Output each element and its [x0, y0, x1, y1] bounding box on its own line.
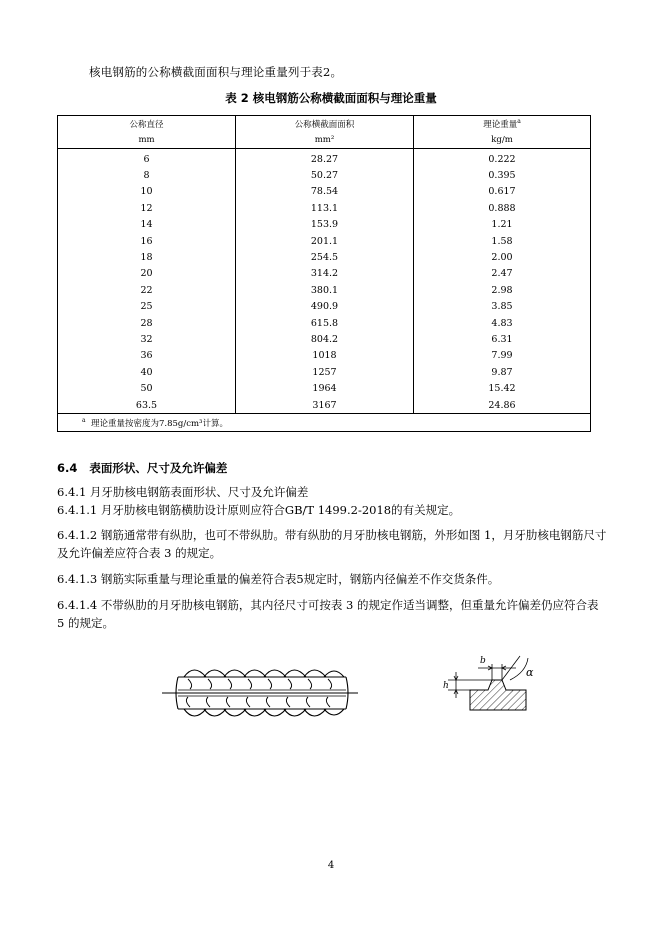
cell-diameter: 18 — [140, 252, 153, 264]
cell-diameter: 22 — [140, 284, 153, 296]
section-title: 表面形状、尺寸及允许偏差 — [89, 461, 228, 475]
section-heading — [57, 460, 227, 476]
table-row — [58, 266, 591, 282]
cell-area: 78.54 — [236, 184, 414, 200]
table-row — [58, 184, 591, 200]
cell-weight: 0.222 — [414, 149, 591, 168]
cell-area: 153.9 — [236, 217, 414, 233]
cell-area: 1964 — [236, 380, 414, 396]
cell-diameter: 16 — [140, 235, 153, 247]
cell-diameter: 14 — [140, 219, 153, 231]
section-number: 6.4 — [57, 461, 78, 475]
paragraph-6-4-1-3 — [57, 570, 607, 588]
unit-weight: kg/m — [414, 132, 591, 149]
cell-diameter: 6 — [143, 153, 150, 165]
table-row — [58, 167, 591, 183]
cell-diameter: 63.5 — [135, 399, 158, 411]
rib-section-detail-figure — [440, 650, 540, 720]
paragraph-6-4-1-2 — [57, 526, 607, 562]
page-number: 4 — [327, 860, 335, 871]
table-body — [58, 149, 591, 414]
footnote-mark: a — [82, 416, 86, 424]
cell-diameter: 12 — [140, 202, 153, 214]
paragraph-number: 6.4.1.3 — [57, 572, 98, 586]
cell-area: 113.1 — [236, 200, 414, 216]
cell-weight: 2.47 — [414, 266, 591, 282]
table-unit-row — [58, 132, 591, 149]
table-footnote-row — [58, 414, 591, 432]
cell-diameter: 36 — [140, 350, 153, 362]
cell-weight: 24.86 — [414, 397, 591, 414]
cell-diameter: 8 — [143, 170, 150, 182]
cell-weight: 2.00 — [414, 249, 591, 265]
cell-weight: 0.888 — [414, 200, 591, 216]
cell-weight: 3.85 — [414, 299, 591, 315]
cell-area: 1257 — [236, 364, 414, 380]
paragraph-text: 月牙肋核电钢筋表面形状、尺寸及允许偏差 — [89, 485, 309, 499]
table-row — [58, 149, 591, 168]
table-row — [58, 282, 591, 298]
paragraph-number: 6.4.1 — [57, 485, 87, 499]
weight-table — [57, 115, 591, 432]
header-diameter: 公称直径 — [129, 120, 164, 130]
paragraph-text: 钢筋实际重量与理论重量的偏差符合表5规定时，钢筋内径偏差不作交货条件。 — [100, 572, 500, 586]
rebar-side-view-figure — [160, 655, 360, 730]
cell-area: 50.27 — [236, 167, 414, 183]
header-weight-footnote-mark: a — [517, 118, 521, 126]
unit-diameter: mm — [58, 132, 236, 149]
table-row — [58, 348, 591, 364]
label-alpha: α — [526, 666, 534, 679]
cell-weight: 7.99 — [414, 348, 591, 364]
cell-area: 3167 — [236, 397, 414, 414]
unit-area: mm² — [236, 132, 414, 149]
table-footnote — [58, 414, 591, 432]
cell-diameter: 25 — [140, 301, 153, 313]
cell-weight: 9.87 — [414, 364, 591, 380]
cell-area: 615.8 — [236, 315, 414, 331]
paragraph-text: 钢筋通常带有纵肋，也可不带纵肋。带有纵肋的月牙肋核电钢筋，外形如图 1，月牙肋核电钢筋尺寸及允许偏差应符合表 3 的规定。 — [57, 528, 607, 560]
table-title: 表 2 核电钢筋公称横截面面积与理论重量 — [225, 91, 437, 105]
cell-diameter: 20 — [140, 268, 153, 280]
table-row — [58, 315, 591, 331]
cell-weight: 15.42 — [414, 380, 591, 396]
table-row — [58, 364, 591, 380]
cell-weight: 6.31 — [414, 331, 591, 347]
cell-weight: 1.21 — [414, 217, 591, 233]
table-row — [58, 249, 591, 265]
paragraph-number: 6.4.1.2 — [57, 528, 98, 542]
cell-weight: 2.98 — [414, 282, 591, 298]
header-weight-label: 理论重量 — [483, 120, 518, 130]
cell-area: 201.1 — [236, 233, 414, 249]
table-row — [58, 331, 591, 347]
cell-diameter: 50 — [140, 383, 153, 395]
table-row — [58, 380, 591, 396]
paragraph-6-4-1 — [57, 483, 607, 501]
cell-diameter: 10 — [140, 186, 153, 198]
label-b: b — [480, 656, 486, 666]
table-row — [58, 200, 591, 216]
cell-weight: 1.58 — [414, 233, 591, 249]
intro-text: 核电钢筋的公称横截面面积与理论重量列于表2。 — [89, 65, 343, 79]
cell-weight: 4.83 — [414, 315, 591, 331]
cell-area: 490.9 — [236, 299, 414, 315]
cell-area: 254.5 — [236, 249, 414, 265]
table-row — [58, 233, 591, 249]
cell-diameter: 32 — [140, 333, 153, 345]
cell-diameter: 28 — [140, 317, 153, 329]
paragraph-text: 月牙肋核电钢筋横肋设计原则应符合GB/T 1499.2-2018的有关规定。 — [100, 503, 461, 517]
paragraph-number: 6.4.1.1 — [57, 503, 98, 517]
paragraph-6-4-1-4 — [57, 596, 607, 632]
table-row — [58, 217, 591, 233]
cell-area: 1018 — [236, 348, 414, 364]
table-row — [58, 397, 591, 414]
cell-weight: 0.617 — [414, 184, 591, 200]
paragraph-text: 不带纵肋的月牙肋核电钢筋，其内径尺寸可按表 3 的规定作适当调整，但重量允许偏差仍应符合表 5 的规定。 — [57, 598, 599, 630]
table-header-row — [58, 116, 591, 133]
paragraph-6-4-1-1 — [57, 501, 607, 519]
cell-area: 380.1 — [236, 282, 414, 298]
label-h: h — [443, 681, 449, 691]
cell-area: 28.27 — [236, 149, 414, 168]
cell-weight: 0.395 — [414, 167, 591, 183]
cell-area: 804.2 — [236, 331, 414, 347]
header-area: 公称横截面面积 — [236, 116, 414, 133]
cell-diameter: 40 — [140, 366, 153, 378]
footnote-text: 理论重量按密度为7.85g/cm³计算。 — [90, 418, 228, 429]
cell-area: 314.2 — [236, 266, 414, 282]
table-row — [58, 299, 591, 315]
header-weight — [414, 116, 591, 133]
paragraph-number: 6.4.1.4 — [57, 598, 98, 612]
